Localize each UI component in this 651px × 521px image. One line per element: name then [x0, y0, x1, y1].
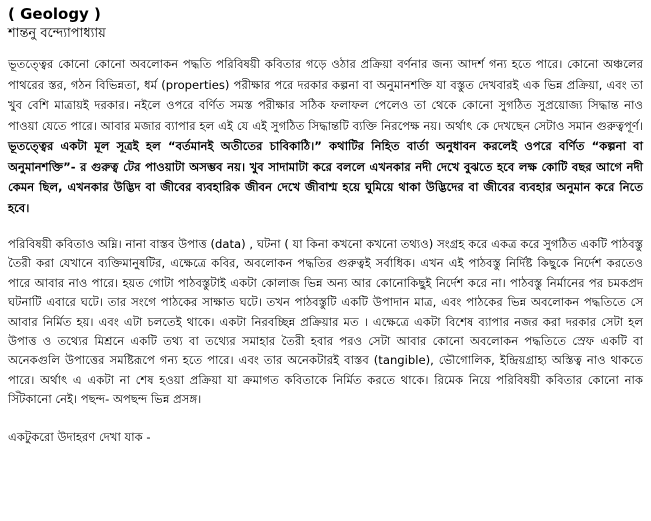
topic-heading: ( Geology ) — [8, 5, 101, 23]
paragraph-bold-text: ভূতত্ত্বের একটা মূল সূত্রই হল “বর্তমানই অতীতের চাবিকাঠি।” কথাটির নিহিত বার্তা অনুধাবন করলেই ওপরে বর্ণিত “কল্পনা বা অনুমানশক্তি”- র গুরুত্ব টের পাওয়াটা অসম্ভব নয়। খুব সাদামাটা করে বললে এখনকার নদী দেখে বুঝতে হবে লক্ষ কোটি বছর আগে নদী কেমন ছিল, এখনকার উদ্ভিদ বা জীবের ব্যবহারিক জীবন দেখে জীবাশ্ম হয়ে ঘুমিয়ে থাকা উদ্ভিদের বা জীবের ব্যবহার অনুমান করে নিতে হবে। — [8, 139, 643, 215]
closing-line: একটুকরো উদাহরণ দেখা যাক - — [8, 429, 151, 444]
paragraph-poetry: পরিবিষয়ী কবিতাও অম্নি। নানা বাস্তব উপাত্ত (data) , ঘটনা ( যা কিনা কখনো কখনো তথ্যও) সংগ্রহ করে একত্র করে সুগঠিত একটি পাঠবস্তু তৈরী করা যেখানে ব্যক্তিমানুষটির, এক্ষেত্রে কবির, অবলোকন পদ্ধতির গুরুত্বই সর্বাধিক। এখন এই পাঠবস্তু নির্দিষ্ট কিছুকে নির্দেশ করতেও পারে আবার নাও পারে। হয়ত গোটা পাঠবস্তুটাই একটা কোলাজ ভিন্ন অন্য আর কোনোকিছুই নির্দেশ করে না। পাঠবস্তু নির্মানের পর চমকপ্রদ ঘটনাটি এবারে ঘটে। তার সংগে পাঠকের সাক্ষাত ঘটে। তখন পাঠবস্তুটি একটি উপাদান মাত্র, এবং পাঠকের ভিন্ন অবলোকন পদ্ধতিতে সে আবার নির্মিত হয়। এবং এটা চলতেই থাকে। একটা নিরবচ্ছিন্ন প্রক্রিয়ার মত । এক্ষেত্রে একটা বিশেষ ব্যাপার নজর করা দরকার সেটা হল উপাত্ত ও তথ্যের মিশ্রনে একটি তথ্য বা তথ্যের সমাহার তৈরী হবার পরও সেটা আবার কোনো অবলোকন পদ্ধতিতে স্রেফ একটি বা অনেকগুলি উপাত্তের সমষ্টিরূপে গন্য হতে পারে। এবং তার অনেকটারই বাস্তব (tangible), ভৌগোলিক, ইন্দ্রিয়গ্রাহ্য অস্তিত্ব নাও থাকতে পারে। অর্থাৎ এ একটা না শেষ হওয়া প্রক্রিয়া যা ক্রমাগত কবিতাকে নির্মিত করতে থাকে। রিমেক নিয়ে পরিবিষয়ী কবিতার কোনো নাক সিঁটকানো নেই। পছন্দ- অপছন্দ ভিন্ন প্রসঙ্গ। — [8, 237, 643, 407]
paragraph-regular-text: ভূতত্ত্বের কোনো কোনো অবলোকন পদ্ধতি পরিবিষয়ী কবিতার গড়ে ওঠার প্রক্রিয়া বর্ণনার জন্য আদর্শ গন্য হতে পারে। কোনো অঞ্চলের পাথরের স্তর, গঠন বিভিন্নতা, ধর্ম (properties) পরীক্ষার পরে দরকার কল্পনা বা অনুমানশক্তি যা বস্তুত দেখবারই এক ভিন্ন প্রক্রিয়া, এবং তা খুব বেশি মাত্রায়ই দরকার। নইলে ওপরে বর্ণিত সমস্ত পরীক্ষার সঠিক ফলাফল পেলেও তা থেকে কোনো সুগঠিত সুপ্রয়োজ্য সিদ্ধান্ত নাও পাওয়া যেতে পারে। আবার মজার ব্যাপার হল এই যে এই সুগঠিত সিদ্ধান্তটি ব্যক্তি নিরপেক্ষ নয়। অর্থাৎ কে দেখছেন সেটাও সমান গুরুত্বপূর্ণ। — [8, 57, 643, 133]
author-name: শান্তনু বন্দ্যোপাধ্যায় — [8, 26, 106, 41]
paragraph-geology-intro — [8, 54, 643, 218]
